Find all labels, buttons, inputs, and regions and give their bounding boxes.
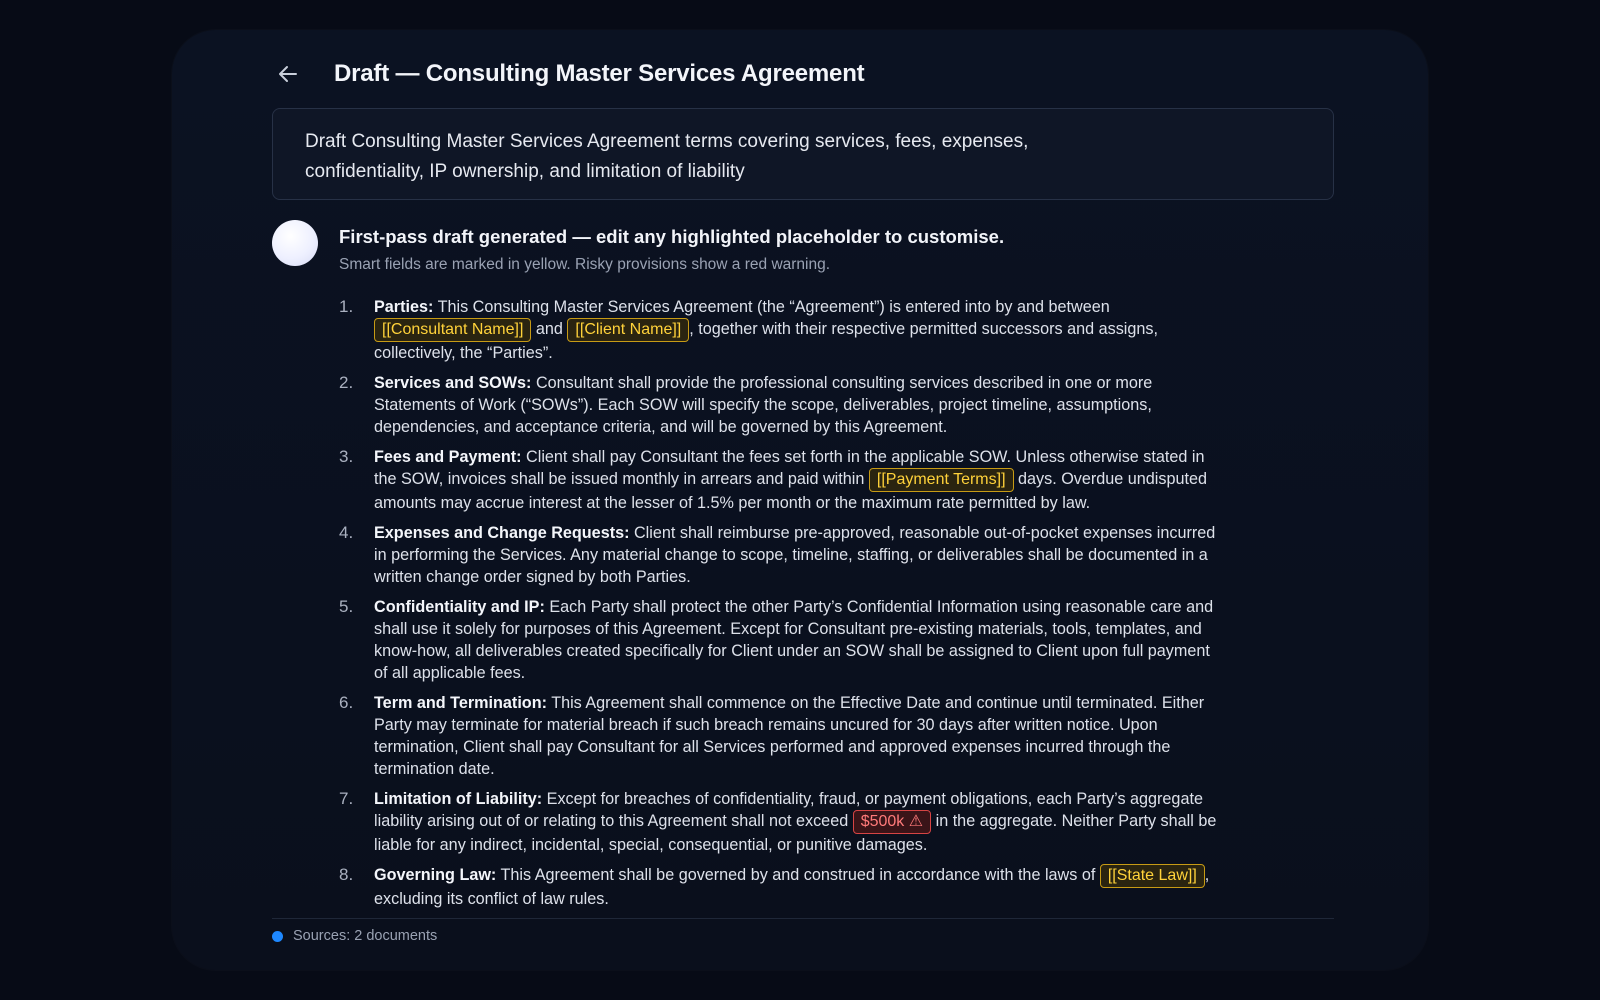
clause-label: Fees and Payment: xyxy=(374,448,522,466)
clause-number: 3. xyxy=(339,447,354,466)
clause-parties xyxy=(339,296,1219,364)
clause-label: Services and SOWs: xyxy=(374,374,532,392)
clause-number: 5. xyxy=(339,597,354,616)
clause-expenses xyxy=(339,522,1219,588)
clause-label: Expenses and Change Requests: xyxy=(374,524,630,542)
page-title: Draft — Consulting Master Services Agreement xyxy=(334,60,865,87)
clause-text: in the aggregate. Neither Party shall be liable for any indirect, incidental, special, consequential, or punitive damages. xyxy=(374,812,1217,854)
smart-field-client-name[interactable]: [[Client Name]] xyxy=(567,318,689,342)
clause-number: 7. xyxy=(339,789,354,808)
risk-field-liability-cap[interactable]: $500k ⚠ xyxy=(853,810,931,834)
sources-label: Sources: 2 documents xyxy=(293,928,438,944)
clause-label: Term and Termination: xyxy=(374,694,547,712)
sources-link[interactable] xyxy=(272,928,437,944)
clause-label: Limitation of Liability: xyxy=(374,790,543,808)
clause-number: 6. xyxy=(339,693,354,712)
source-dot-icon xyxy=(272,931,283,942)
clause-text: , excluding its conflict of law rules. xyxy=(374,866,1210,908)
clause-number: 4. xyxy=(339,523,354,542)
clause-list xyxy=(339,296,1219,918)
clause-text: Except for breaches of confidentiality, fraud, or payment obligations, each Party’s aggregate liability arising out of or relating to this Agreement shall not exceed xyxy=(374,790,1203,830)
smart-field-payment-terms[interactable]: [[Payment Terms]] xyxy=(869,468,1014,492)
header xyxy=(272,52,864,96)
clause-number: 8. xyxy=(339,865,354,884)
clause-text: Client shall pay Consultant the fees set forth in the applicable SOW. Unless otherwise stated in the SOW, invoices shall be issued monthly in arrears and paid within xyxy=(374,448,1205,488)
clause-text: days. Overdue undisputed amounts may accrue interest at the lesser of 1.5% per month or the maximum rate permitted by law. xyxy=(374,470,1207,512)
clause-confidentiality xyxy=(339,596,1219,684)
clause-text: Client shall reimburse pre-approved, reasonable out-of-pocket expenses incurred in performing the Services. Any material change to scope, timeline, staffing, or deliverables shall be documented in a written change order signed by both Parties. xyxy=(374,524,1216,586)
clause-number: 2. xyxy=(339,373,354,392)
draft-card xyxy=(172,30,1428,970)
arrow-left-icon xyxy=(276,62,300,86)
clause-text: , together with their respective permitted successors and assigns, collectively, the “Parties”. xyxy=(374,320,1158,362)
clause-term xyxy=(339,692,1219,780)
clause-label: Confidentiality and IP: xyxy=(374,598,545,616)
clause-label: Governing Law: xyxy=(374,866,497,884)
clause-fees xyxy=(339,446,1219,514)
clause-text: This Agreement shall be governed by and construed in accordance with the laws of xyxy=(496,866,1100,884)
back-button[interactable] xyxy=(272,58,304,90)
clause-services xyxy=(339,372,1219,438)
footer-divider xyxy=(272,918,1334,919)
clause-text: This Agreement shall commence on the Effective Date and continue until terminated. Either Party may terminate for material breach if such breach remains uncured for 30 days after written notice. Upon termination, Client shall pay Consultant for all Services performed and approved expenses incurred through the termination date. xyxy=(374,694,1205,778)
response-subtitle: Smart fields are marked in yellow. Risky provisions show a red warning. xyxy=(339,256,831,273)
clause-text: Consultant shall provide the professional consulting services described in one or more Statements of Work (“SOWs”). Each SOW will specify the scope, deliverables, project timeline, assumptions, dependencies, and acceptance criteria, and will be governed by this Agreement. xyxy=(374,374,1153,436)
clause-liability xyxy=(339,788,1219,856)
smart-field-state-law[interactable]: [[State Law]] xyxy=(1100,864,1205,888)
clause-text: and xyxy=(531,320,568,338)
clause-text: Each Party shall protect the other Party’s Confidential Information using reasonable care and shall use it solely for purposes of this Agreement. Except for Consultant pre-existing materials, tools, templates, and know-how, all deliverables created specifically for Client under an SOW shall be assigned to Client upon full payment of all applicable fees. xyxy=(374,598,1214,682)
prompt-text: Draft Consulting Master Services Agreement terms covering services, fees, expenses, confidentiality, IP ownership, and limitation of liability xyxy=(305,131,1029,182)
clause-label: Parties: xyxy=(374,298,434,316)
assistant-avatar xyxy=(272,220,318,266)
smart-field-consultant-name[interactable]: [[Consultant Name]] xyxy=(374,318,531,342)
response-title: First-pass draft generated — edit any highlighted placeholder to customise. xyxy=(339,226,1005,247)
prompt-box[interactable] xyxy=(272,108,1334,200)
clause-number: 1. xyxy=(339,297,354,316)
clause-text: This Consulting Master Services Agreement (the “Agreement”) is entered into by and between xyxy=(433,298,1110,316)
clause-governing-law xyxy=(339,864,1219,910)
